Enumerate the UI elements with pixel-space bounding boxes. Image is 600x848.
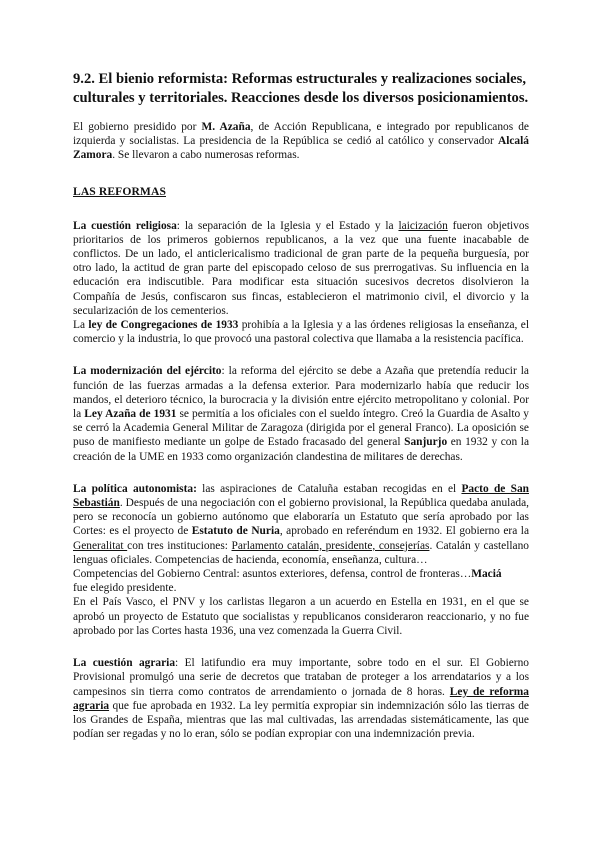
religiosa-paragraph <box>73 219 529 318</box>
body-text: en 1932 y con la creación de la UME en 1933 como organización clandestina de militares de derechas. <box>73 436 529 463</box>
macia-name: Maciá <box>471 568 502 581</box>
ley-congregaciones: ley de Congregaciones de 1933 <box>88 319 239 332</box>
generalitat-term: Generalitat <box>73 539 128 552</box>
intro-text: . Se llevaron a cabo numerosas reformas. <box>112 149 300 162</box>
body-text: . Después de una negociación con el gobierno provisional, la República quedaba anulada, pero se reconocía un gobierno autónomo que elaboraría un Estatuto que sería aprobado por las Cortes: es el proyecto de <box>73 497 529 538</box>
ejercito-paragraph <box>73 364 529 463</box>
body-text: fueron objetivos prioritarios de los primeros gobiernos republicanos, a la vez que una fuente inacabable de conflictos. De un lado, el anticlericalismo tradicional de gran parte de la pequeña burguesía, por otro lado, la actitud de gran parte del episcopado celoso de sus prerrogativas. Su influencia en la educación era indiscutible. Para modificar esta situación sucesivos decretos disolvieron la Compañía de Jesús, confiscaron sus fincas, establecieron el matrimonio civil, el divorcio y la secularización de los cementerios. <box>73 219 530 317</box>
body-text: con tres instituciones: <box>127 539 232 552</box>
autonomista-paragraph <box>73 482 529 567</box>
intro-text: El gobierno presidido por <box>73 121 202 133</box>
pacto-san-sebastian: Pacto de San Sebastián <box>73 482 529 510</box>
document-title: 9.2. El bienio reformista: Reformas estructurales y realizaciones sociales, culturales y territoriales. Reacciones desde los diversos posicionamientos. <box>73 71 529 106</box>
pais-vasco-paragraph <box>73 595 529 638</box>
section-heading: LAS REFORMAS <box>73 184 166 198</box>
ley-azana: Ley Azaña de 1931 <box>84 408 177 421</box>
body-text: , aprobado en referéndum en 1932. El gobierno era la <box>279 525 529 538</box>
body-text: Competencias del Gobierno Central: asuntos exteriores, defensa, control de fronteras… <box>73 568 472 581</box>
body-text: : El latifundio era muy importante, sobre todo en el sur. El Gobierno Provisional promulgó una serie de decretos que trataban de proteger a los arrendatarios y a los campesinos sin tierra como contratos de arrendamiento o jornada de 8 horas. <box>73 657 529 698</box>
azana-name: M. Azaña <box>201 121 251 133</box>
autonomista-label: La política autonomista: <box>73 482 197 495</box>
instituciones-term: Parlamento catalán, presidente, consejerías <box>231 539 430 552</box>
body-text: fue elegido presidente. <box>73 582 177 595</box>
congregaciones-paragraph <box>73 318 529 346</box>
estatuto-nuria: Estatuto de Nuria <box>191 525 280 538</box>
body-text: que fue aprobada en 1932. La ley permitía expropiar sin indemnización sólo las tierras de los Grandes de España, mientras que las mal cultivadas, las arrendadas sistemáticamente, las que podían ser regadas y no lo eran, sólo se podían expropiar con una indemnización previa. <box>73 699 529 741</box>
body-text: se permitía a los oficiales con el sueldo íntegro. Creó la Guardia de Asalto y se cerró la Academia General Militar de Zaragoza (dirigida por el general Franco). La oposición se puso de manifiesto mediante un golpe de Estado fracasado del general <box>73 408 529 449</box>
agraria-label: La cuestión agraria <box>73 657 176 670</box>
sanjurjo-name: Sanjurjo <box>404 436 448 449</box>
intro-text: , de Acción Republicana, e integrado por republicanos de izquierda y socialistas. La presidencia de la República se cedió al católico y conservador <box>73 121 529 148</box>
body-text: las aspiraciones de Cataluña estaban recogidas en el <box>196 482 462 495</box>
competencias-paragraph <box>73 567 529 595</box>
body-text: : la separación de la Iglesia y el Estado y la <box>176 219 399 232</box>
agraria-paragraph <box>73 656 529 741</box>
ejercito-label: La modernización del ejército <box>73 365 222 378</box>
body-text: : la reforma del ejército se debe a Azaña que pretendía reducir la función de las fuerzas armadas a la defensa exterior. Para modernizarlo había que reducir los mandos, el deterioro técnico, la burocracia y la división entre ejército metropolitano y colonial. Por la <box>73 365 529 421</box>
body-text: En el País Vasco, el PNV y los carlistas llegaron a un acuerdo en Estella en 1931, en el que se aprobó un proyecto de Estatuto que socialistas y republicanos consideraron reaccionario, y no fue aprobado por las Cortes hasta 1936, una vez comenzada la Guerra Civil. <box>73 596 529 637</box>
body-text: La <box>73 319 89 332</box>
laicizacion-term: laicización <box>398 219 448 232</box>
intro-paragraph <box>73 120 529 163</box>
alcala-zamora-name: Alcalá Zamora <box>73 135 529 162</box>
document-page <box>73 70 529 741</box>
ley-reforma-agraria: Ley de reforma agraria <box>73 685 529 712</box>
religiosa-label: La cuestión religiosa <box>73 219 177 232</box>
body-text: . Catalán y castellano lenguas oficiales. Competencias de hacienda, economía, enseñanza, cultura… <box>73 539 529 566</box>
body-text: prohibía a la Iglesia y a las órdenes religiosas la enseñanza, el comercio y la industria, lo que provocó una pastoral colectiva que llamaba a la resistencia pacífica. <box>73 319 529 346</box>
